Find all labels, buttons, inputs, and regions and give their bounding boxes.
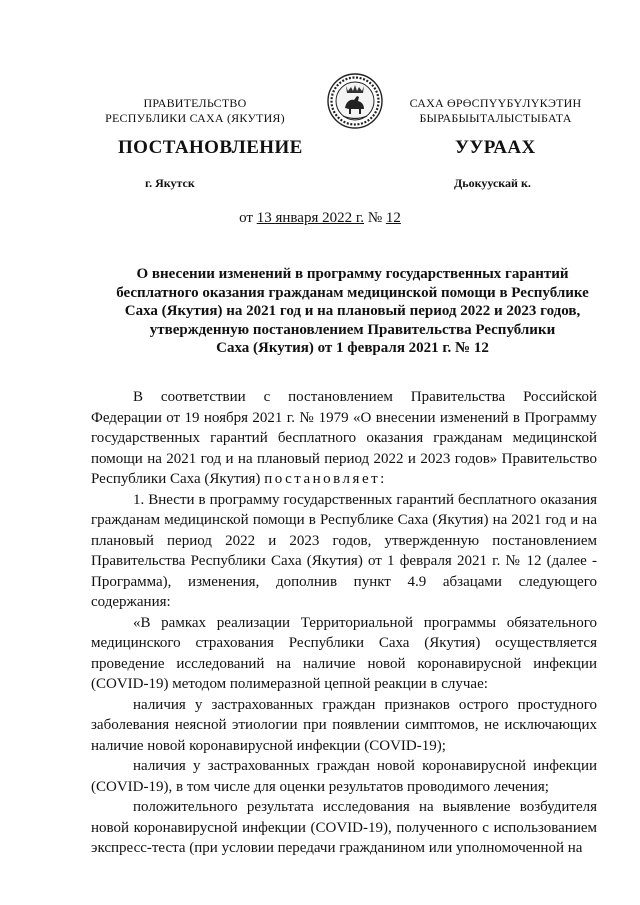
city-sah: Дьокуускай к. xyxy=(454,176,531,190)
header-right xyxy=(388,96,603,126)
paragraph: наличия у застрахованных граждан новой коронавирусной инфекции (COVID-19), в том числе для оценки результатов проводимого лечения; xyxy=(91,758,597,795)
dateline xyxy=(0,210,640,227)
subject-line: утвержденную постановлением Правительства Республики xyxy=(149,321,556,338)
paragraph-text: В соответствии с постановлением Правительства Российской Федерации от 19 ноября 2021 г. № 1979 «О внесении изменений в Программу государственных гарантий бесплатного оказания гражданам медицинской помощи на 2021 год и на плановый период 2022 и 2023 годов» Правительство Республики Саха (Якутия) xyxy=(91,389,597,487)
header-left xyxy=(95,96,295,126)
paragraph: 1. Внести в программу государственных гарантий бесплатного оказания гражданам медицинской помощи в Республике Саха (Якутия) на 2021 год и на плановый период 2022 и 2023 годов, утвержденную постановлением Правительства Республики Саха (Якутия) от 1 февраля 2021 г. № 12 (далее - Программа), изменения, дополнив пункт 4.9 абзацами следующего содержания: xyxy=(91,491,597,610)
document-subject xyxy=(100,265,605,358)
subject-line: Саха (Якутия) от 1 февраля 2021 г. № 12 xyxy=(216,340,489,356)
header-left-line2: РЕСПУБЛИКИ САХА (ЯКУТИЯ) xyxy=(105,111,285,125)
document-date: 13 января 2022 г. xyxy=(256,210,365,226)
subject-line: Саха (Якутия) на 2021 год и на плановый период 2022 и 2023 годов, xyxy=(124,303,581,319)
paragraph: «В рамках реализации Территориальной программы обязательного медицинского страхования Республики Саха (Якутия) осуществляется проведение исследований на наличие новой коронавирусной инфекции (COVID-19) методом полимеразной цепной реакции в случае: xyxy=(91,614,597,692)
doc-type-sah: УУРААХ xyxy=(455,137,536,158)
document-number: 12 xyxy=(385,210,401,226)
number-prefix: № xyxy=(364,210,386,226)
doc-type-ru: ПОСТАНОВЛЕНИЕ xyxy=(118,137,303,158)
city-ru: г. Якутск xyxy=(145,176,195,190)
header-right-line1: САХА ӨРӨСПҮҮБҮЛҮКЭТИН xyxy=(409,96,582,110)
header-left-line1: ПРАВИТЕЛЬСТВО xyxy=(143,96,247,110)
subject-line: бесплатного оказания гражданам медицинской помощи в Республике xyxy=(116,284,589,301)
subject-line: О внесении изменений в программу государственных гарантий xyxy=(136,266,569,282)
resolve-word: постановляет: xyxy=(264,471,387,487)
paragraph xyxy=(91,387,597,490)
document-body xyxy=(91,387,597,859)
header-right-line2: БЫРАБЫЫТАЛЫСТЫБАТА xyxy=(419,111,572,125)
paragraph: наличия у застрахованных граждан признаков острого простудного заболевания неясной этиологии при появлении симптомов, не исключающих наличие новой коронавирусной инфекции (COVID-19); xyxy=(91,696,597,754)
dateline-prefix: от xyxy=(239,210,257,226)
coat-of-arms-emblem-icon xyxy=(326,72,384,130)
paragraph: положительного результата исследования на выявление возбудителя новой коронавирусной инфекции (COVID-19), полученного с использованием экспресс-теста (при условии передачи гражданином или уполномоченной на xyxy=(91,799,597,856)
